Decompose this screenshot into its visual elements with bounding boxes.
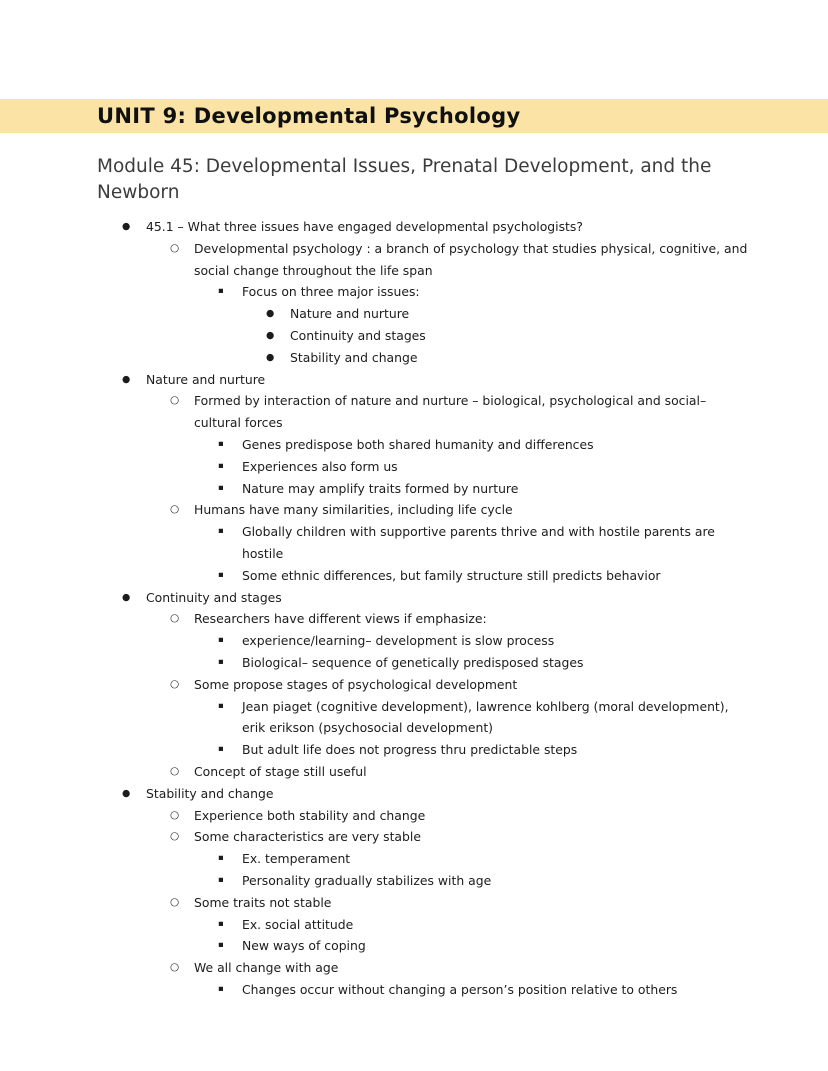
list-item — [97, 652, 748, 674]
bullet-marker: ▪ — [218, 918, 224, 929]
list-item-text: Concept of stage still useful — [194, 763, 367, 779]
list-item — [97, 892, 748, 914]
list-item-text: Formed by interaction of nature and nurture – biological, psychological and social–cultural forces — [194, 393, 707, 431]
list-item-text: Genes predispose both shared humanity and differences — [242, 436, 594, 452]
bullet-marker: ▪ — [218, 744, 224, 755]
list-item-text: Some traits not stable — [194, 894, 332, 910]
bullet-marker: ▪ — [218, 983, 224, 994]
bullet-marker: ○ — [170, 241, 180, 254]
bullet-marker: ● — [266, 351, 275, 363]
list-item — [97, 979, 748, 1001]
bullet-marker: ▪ — [218, 853, 224, 864]
bullet-marker: ▪ — [218, 286, 224, 297]
bullet-marker: ○ — [170, 830, 180, 843]
bullet-marker: ○ — [170, 394, 180, 407]
list-item-text: Ex. temperament — [242, 851, 351, 867]
list-item — [97, 783, 748, 805]
list-item — [97, 957, 748, 979]
bullet-marker: ▪ — [218, 460, 224, 471]
list-item — [97, 587, 748, 609]
list-item-text: Experiences also form us — [242, 458, 398, 474]
bullet-marker: ● — [122, 591, 131, 603]
bullet-marker: ▪ — [218, 438, 224, 449]
list-item — [97, 826, 748, 848]
list-item-text: Focus on three major issues: — [242, 284, 420, 300]
list-item — [97, 499, 748, 521]
list-item — [97, 456, 748, 478]
list-item — [97, 434, 748, 456]
list-item — [97, 478, 748, 500]
list-item-text: Globally children with supportive parents thrive and with hostile parents are hostile — [242, 524, 715, 561]
document-title: UNIT 9: Developmental Psychology — [97, 104, 521, 128]
list-item — [97, 935, 748, 957]
list-item-text: Jean piaget (cognitive development), lawrence kohlberg (moral development), erik erikson (psychosocial development) — [242, 698, 729, 736]
list-item — [97, 303, 748, 325]
list-item-text: We all change with age — [194, 960, 339, 976]
bullet-marker: ○ — [170, 503, 180, 516]
bullet-marker: ▪ — [218, 635, 224, 646]
list-item — [97, 216, 748, 238]
list-item-text: Stability and change — [146, 785, 274, 801]
outline — [97, 216, 748, 1001]
list-item-text: Ex. social attitude — [242, 916, 354, 932]
module-heading: Module 45: Developmental Issues, Prenatal Development, and the Newborn — [97, 156, 712, 203]
list-item-text: Continuity and stages — [290, 327, 426, 343]
list-item — [97, 325, 748, 347]
bullet-marker: ○ — [170, 895, 180, 908]
list-item — [97, 870, 748, 892]
list-item-text: experience/learning– development is slow process — [242, 633, 555, 649]
bullet-marker: ○ — [170, 677, 180, 690]
bullet-marker: ▪ — [218, 482, 224, 493]
list-item-text: Changes occur without changing a person’s position relative to others — [242, 981, 678, 997]
list-item-text: Nature and nurture — [146, 371, 266, 387]
list-item-text: Some ethnic differences, but family structure still predicts behavior — [242, 567, 661, 583]
bullet-marker: ● — [266, 329, 275, 341]
list-item — [97, 805, 748, 827]
bullet-marker: ○ — [170, 764, 180, 777]
list-item-text: Humans have many similarities, including life cycle — [194, 502, 513, 518]
list-item — [97, 608, 748, 630]
list-item-text: Researchers have different views if emphasize: — [194, 611, 487, 627]
bullet-marker: ▪ — [218, 874, 224, 885]
list-item-text: Experience both stability and change — [194, 807, 426, 823]
list-item-text: Some characteristics are very stable — [194, 829, 421, 845]
list-item-text: 45.1 – What three issues have engaged developmental psychologists? — [146, 219, 583, 234]
list-item-text: Continuity and stages — [146, 589, 282, 605]
list-item-text: Developmental psychology : a branch of psychology that studies physical, cognitive, and social change throughout the life span — [194, 240, 748, 278]
bullet-marker: ▪ — [218, 940, 224, 951]
title-highlight — [0, 99, 828, 133]
list-item — [97, 696, 748, 740]
list-item — [97, 565, 748, 587]
bullet-marker: ▪ — [218, 700, 224, 711]
list-item-text: Nature and nurture — [290, 306, 410, 322]
list-item-text: Biological– sequence of genetically predisposed stages — [242, 654, 584, 670]
list-item — [97, 238, 748, 282]
list-item — [97, 739, 748, 761]
list-item — [97, 347, 748, 369]
bullet-marker: ▪ — [218, 526, 224, 537]
bullet-marker: ● — [122, 373, 131, 385]
list-item-text: Nature may amplify traits formed by nurture — [242, 480, 519, 496]
list-item — [97, 914, 748, 936]
list-item-text: But adult life does not progress thru predictable steps — [242, 742, 578, 758]
list-item — [97, 674, 748, 696]
list-item — [97, 521, 748, 565]
bullet-marker: ● — [122, 221, 131, 232]
list-item — [97, 281, 748, 303]
list-item — [97, 761, 748, 783]
list-item — [97, 369, 748, 391]
bullet-marker: ○ — [170, 808, 180, 821]
list-item-text: Personality gradually stabilizes with age — [242, 872, 492, 888]
bullet-marker: ● — [122, 787, 131, 799]
bullet-marker: ● — [266, 308, 275, 320]
list-item-text: Stability and change — [290, 349, 418, 365]
list-item — [97, 390, 748, 434]
bullet-marker: ○ — [170, 961, 180, 974]
list-item-text: Some propose stages of psychological development — [194, 676, 518, 692]
list-item-text: New ways of coping — [242, 938, 366, 954]
bullet-marker: ○ — [170, 612, 180, 625]
bullet-marker: ▪ — [218, 656, 224, 667]
list-item — [97, 848, 748, 870]
list-item — [97, 630, 748, 652]
bullet-marker: ▪ — [218, 569, 224, 580]
